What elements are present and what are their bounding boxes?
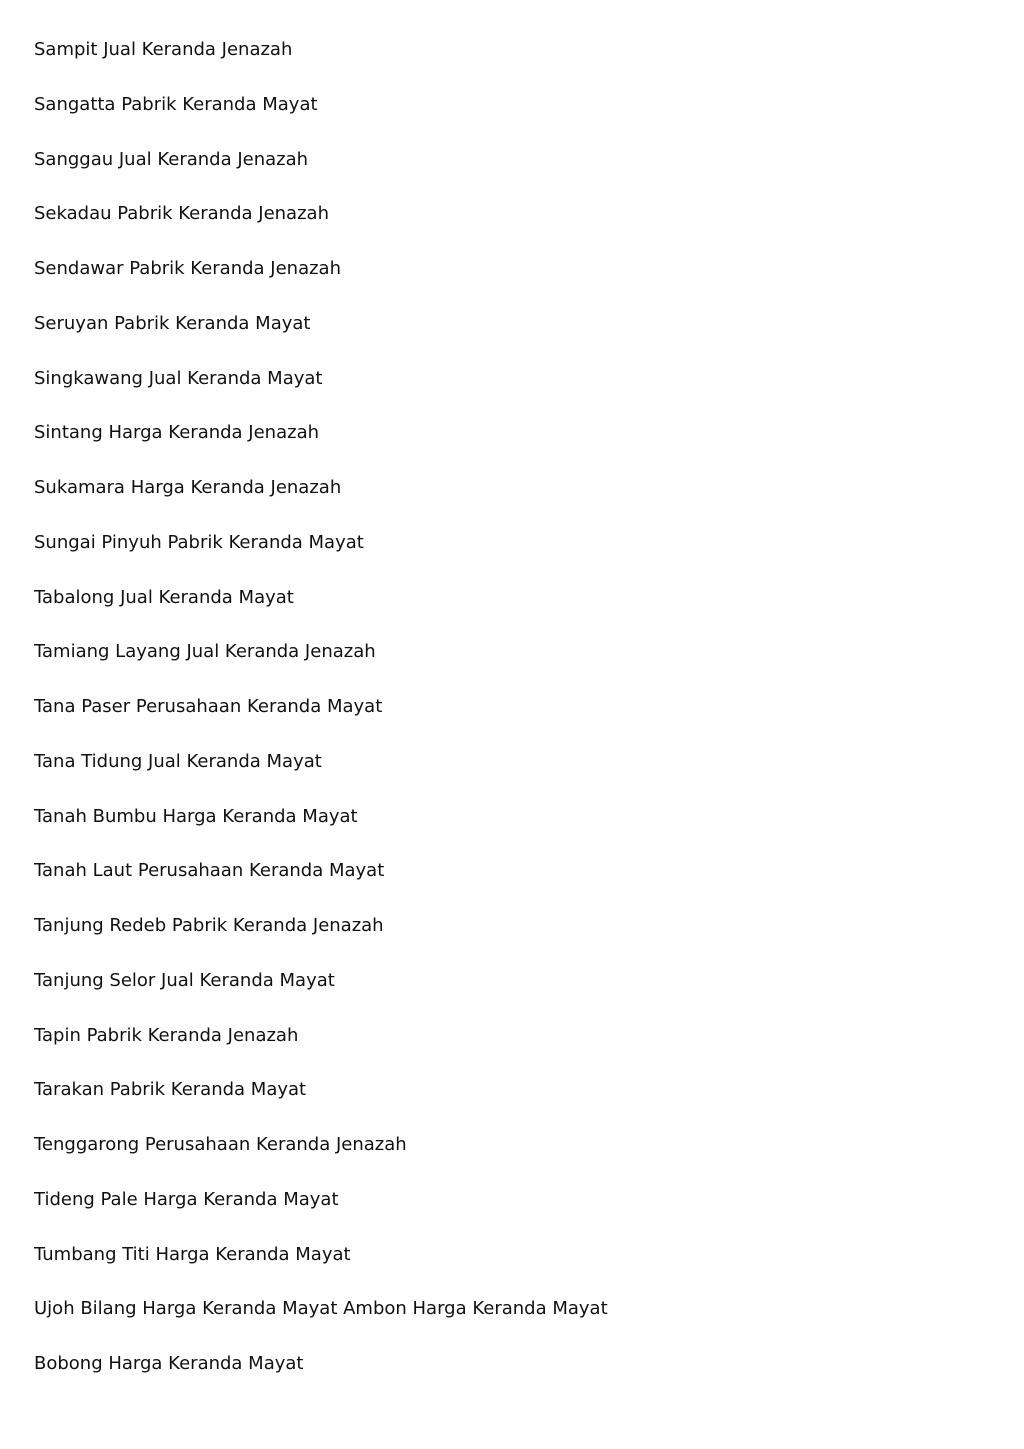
text-line: Singkawang Jual Keranda Mayat bbox=[34, 367, 323, 389]
text-line: Tabalong Jual Keranda Mayat bbox=[34, 586, 294, 608]
text-line: Tanah Laut Perusahaan Keranda Mayat bbox=[34, 860, 385, 882]
text-line: Tideng Pale Harga Keranda Mayat bbox=[34, 1188, 339, 1210]
text-line: Tanah Bumbu Harga Keranda Mayat bbox=[34, 805, 358, 827]
text-line: Tumbang Titi Harga Keranda Mayat bbox=[34, 1243, 351, 1265]
text-line: Tamiang Layang Jual Keranda Jenazah bbox=[34, 641, 376, 663]
text-line: Sintang Harga Keranda Jenazah bbox=[34, 422, 320, 444]
text-line: Tanjung Selor Jual Keranda Mayat bbox=[34, 969, 335, 991]
text-line: Sampit Jual Keranda Jenazah bbox=[34, 39, 293, 60]
text-line: Bobong Harga Keranda Mayat bbox=[34, 1353, 304, 1374]
text-line: Tana Tidung Jual Keranda Mayat bbox=[34, 750, 322, 772]
text-line: Sangatta Pabrik Keranda Mayat bbox=[34, 93, 318, 115]
text-line: Tarakan Pabrik Keranda Mayat bbox=[34, 1079, 307, 1101]
text-line: Tenggarong Perusahaan Keranda Jenazah bbox=[34, 1134, 407, 1155]
text-line: Sukamara Harga Keranda Jenazah bbox=[34, 477, 342, 498]
text-line: Sungai Pinyuh Pabrik Keranda Mayat bbox=[34, 531, 364, 553]
text-line: Seruyan Pabrik Keranda Mayat bbox=[34, 312, 311, 334]
text-line: Ujoh Bilang Harga Keranda Mayat Ambon Harga Keranda Mayat bbox=[34, 1298, 608, 1320]
text-line: Tana Paser Perusahaan Keranda Mayat bbox=[34, 696, 383, 717]
text-line: Tanjung Redeb Pabrik Keranda Jenazah bbox=[34, 915, 384, 936]
text-line-list bbox=[34, 37, 994, 1406]
text-line: Sanggau Jual Keranda Jenazah bbox=[34, 148, 309, 170]
text-line: Sendawar Pabrik Keranda Jenazah bbox=[34, 258, 341, 279]
text-line: Tapin Pabrik Keranda Jenazah bbox=[34, 1024, 299, 1046]
text-line: Sekadau Pabrik Keranda Jenazah bbox=[34, 203, 329, 225]
